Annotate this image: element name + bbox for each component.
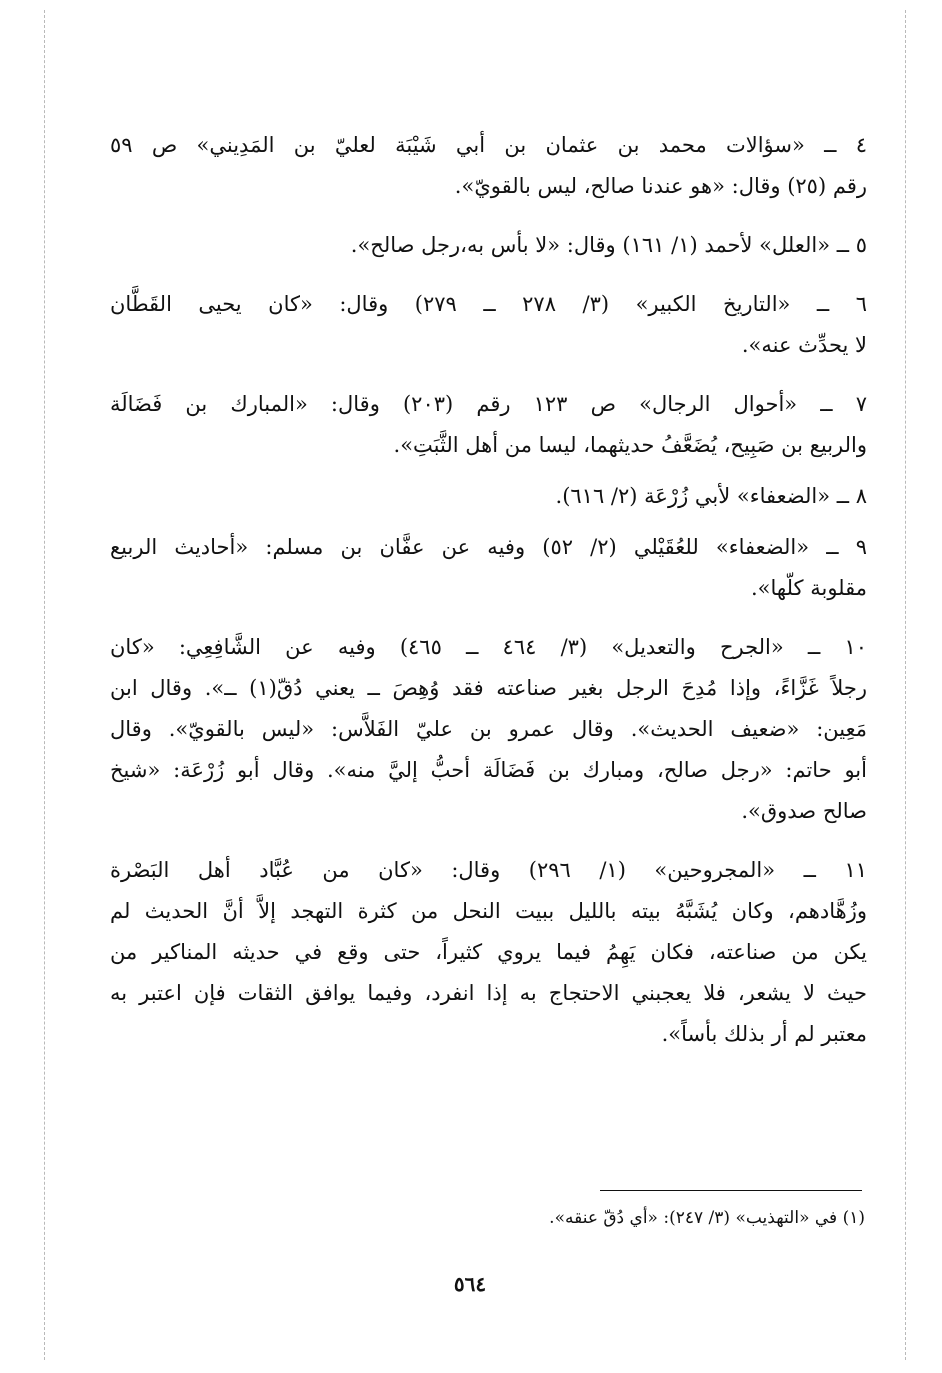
footnote: (١) في «التهذيب» (٣/ ٢٤٧): «أي دُقّ عنقه».	[549, 1208, 865, 1228]
text-line: ٧ ــ «أحوال الرجال» ص ١٢٣ رقم (٢٠٣) وقال: «المبارك بن فَضَالَة	[110, 392, 867, 416]
text-line: رقم (٢٥) وقال: «هو عندنا صالح، ليس بالقويّ».	[454, 174, 867, 198]
text-line: صالح صدوق».	[741, 799, 867, 823]
entry-9	[110, 527, 867, 609]
main-text	[110, 125, 867, 1073]
text-line: وزُهَّادهم، وكان يُشَبَّهُ بيته بالليل ببيت النحل من كثرة التهجد إلاَّ أنَّ الحديث لم	[110, 899, 867, 923]
text-line: معتبر لم أر بذلك بأساً».	[661, 1022, 867, 1046]
text-line: ٩ ــ «الضعفاء» للعُقَيْلي (٢/ ٥٢) وفيه عن عفَّان بن مسلم: «أحاديث الربيع	[110, 535, 867, 559]
text-line: أبو حاتم: «رجل صالح، ومبارك بن فَضَالَة أحبُّ إليَّ منه». وقال أبو زُرْعَة: «شيخ	[110, 758, 867, 782]
text-line: ٦ ــ «التاريخ الكبير» (٣/ ٢٧٨ ــ ٢٧٩) وقال: «كان يحيى القَطَّان	[110, 292, 867, 316]
entry-10	[110, 627, 867, 832]
text-line: ٥ ــ «العلل» لأحمد (١/ ١٦١) وقال: «لا بأس به،رجل صالح».	[350, 233, 867, 257]
page-number: ٥٦٤	[453, 1272, 487, 1296]
entry-4	[110, 125, 867, 207]
text-line: مَعِين: «ضعيف الحديث». وقال عمرو بن عليّ الفَلاَّس: «ليس بالقويّ». وقال	[110, 717, 867, 741]
crop-mark-left	[44, 10, 45, 1360]
text-line: رجلاً غَزَّاءً، وإذا مُدِحَ الرجل بغير صناعته فقد وُهِصَ ــ يعني دُقّ(١) ــ». وقال ابن	[110, 676, 867, 700]
footnote-separator	[600, 1190, 862, 1191]
text-line: يكن من صناعته، فكان يَهِمُ فيما يروي كثيراً، حتى وقع في حديثه المناكير من	[110, 940, 867, 964]
text-line: ٨ ــ «الضعفاء» لأبي زُرْعَة (٢/ ٦١٦).	[555, 484, 867, 508]
text-line: ١١ ــ «المجروحين» (١/ ٢٩٦) وقال: «كان من عُبَّاد أهل البَصْرة	[110, 858, 867, 882]
text-line: حيث لا يشعر، فلا يعجبني الاحتجاج به إذا انفرد، وفيما يوافق الثقات فإن اعتبر به	[110, 981, 867, 1005]
entry-5	[110, 225, 867, 266]
entry-11	[110, 850, 867, 1055]
entry-8	[110, 476, 867, 517]
entry-7	[110, 384, 867, 466]
text-line: ١٠ ــ «الجرح والتعديل» (٣/ ٤٦٤ ــ ٤٦٥) وفيه عن الشَّافِعِي: «كان	[110, 635, 867, 659]
text-line: والربيع بن صَبِيح، يُضَعَّفُ حديثهما، ليسا من أهل الثَّبَتِ».	[393, 433, 867, 457]
text-line: مقلوبة كلّها».	[750, 576, 867, 600]
entry-6	[110, 284, 867, 366]
text-line: ٤ ــ «سؤالات محمد بن عثمان بن أبي شَيْبَة لعليّ بن المَدِيني» ص ٥٩	[110, 133, 867, 157]
crop-mark-right	[905, 10, 906, 1360]
text-line: لا يحدِّث عنه».	[741, 333, 867, 357]
